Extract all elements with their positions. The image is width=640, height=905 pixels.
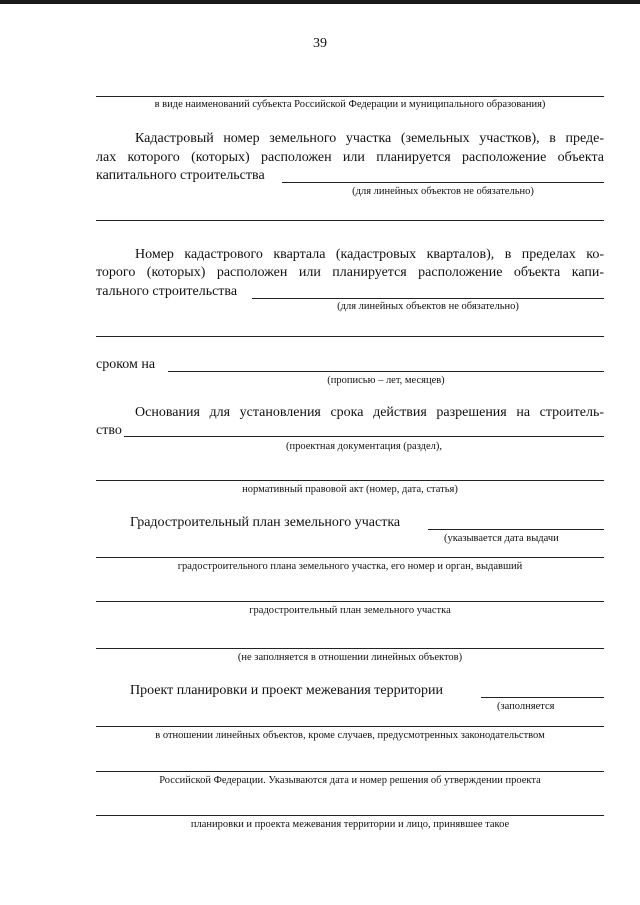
cadastral-parcel-note: (для линейных объектов не обязательно) (352, 186, 534, 197)
page-number: 39 (313, 36, 327, 51)
cadastral-parcel-field[interactable] (282, 182, 604, 183)
urban-plan-line2 (96, 557, 604, 558)
territory-project-line3 (96, 771, 604, 772)
grounds-line1: Основания для установления срока действия разрешения на строитель- (135, 405, 604, 420)
cadastral-parcel-extra-line (96, 220, 604, 221)
urban-plan-note4: (не заполняется в отношении линейных объектов) (237, 652, 463, 663)
cadastral-quarter-line2: торого (которых) расположен или планируется расположение объекта капи- (96, 265, 604, 280)
territory-project-label: Проект планировки и проект межевания территории (130, 683, 443, 698)
subject-name-line (96, 96, 604, 97)
subject-caption: в виде наименований субъекта Российской Федерации и муниципального образования) (154, 99, 546, 110)
territory-project-field[interactable] (481, 697, 604, 698)
urban-plan-note3: градостроительный план земельного участка (249, 605, 451, 616)
cadastral-quarter-note: (для линейных объектов не обязательно) (337, 301, 519, 312)
cadastral-parcel-line2: лах которого (которых) расположен или планируется расположение объекта (96, 150, 604, 165)
term-label: сроком на (96, 357, 156, 372)
term-note: (прописью – лет, месяцев) (327, 375, 445, 386)
urban-plan-note1: (указывается дата выдачи (444, 533, 559, 544)
territory-project-note3: Российской Федерации. Указываются дата и номер решения об утверждении проекта (159, 775, 541, 786)
cadastral-parcel-line3: капитального строительства (96, 168, 265, 183)
urban-plan-line3 (96, 601, 604, 602)
territory-project-line2 (96, 726, 604, 727)
cadastral-parcel-line1: Кадастровый номер земельного участка (земельных участков), в преде- (135, 131, 604, 146)
scan-top-edge (0, 0, 640, 4)
territory-project-note4: планировки и проекта межевания территории и лицо, принявшее такое (190, 819, 510, 830)
urban-plan-line4 (96, 648, 604, 649)
term-field[interactable] (168, 371, 604, 372)
grounds-extra-line (96, 480, 604, 481)
urban-plan-label: Градостроительный план земельного участка (130, 515, 401, 530)
territory-project-note2: в отношении линейных объектов, кроме случаев, предусмотренных законодательством (155, 730, 545, 741)
cadastral-quarter-extra-line (96, 336, 604, 337)
urban-plan-note2: градостроительного плана земельного участка, его номер и орган, выдавший (177, 561, 523, 572)
grounds-line2: ство (96, 423, 122, 438)
urban-plan-field[interactable] (428, 529, 604, 530)
cadastral-quarter-line3: тального строительства (96, 284, 238, 299)
territory-project-note1: (заполняется (497, 701, 555, 712)
grounds-field[interactable] (124, 436, 604, 437)
grounds-note2: нормативный правовой акт (номер, дата, статья) (242, 484, 458, 495)
grounds-note1: (проектная документация (раздел), (285, 441, 443, 452)
cadastral-quarter-line1: Номер кадастрового квартала (кадастровых кварталов), в пределах ко- (135, 247, 604, 262)
territory-project-line4 (96, 815, 604, 816)
cadastral-quarter-field[interactable] (252, 298, 604, 299)
